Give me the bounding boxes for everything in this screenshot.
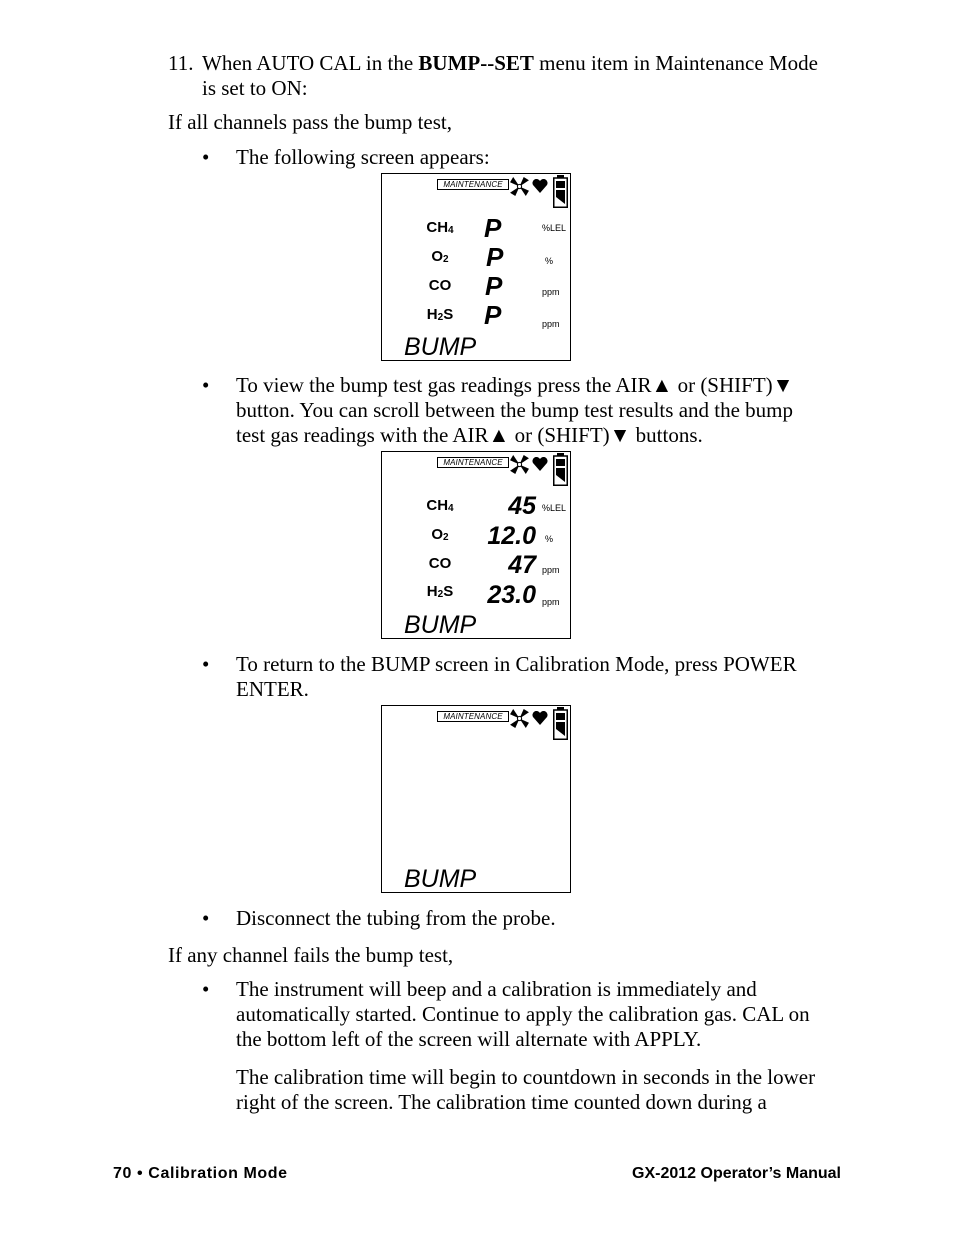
bump-label: BUMP xyxy=(404,333,477,361)
bullet: • xyxy=(202,145,210,169)
gas-label-ch4: $CH_4$ xyxy=(426,497,454,514)
bullet: • xyxy=(202,373,210,397)
step-11-line-1 xyxy=(202,51,818,76)
bullet-5-line-1: The instrument will beep and a calibration is immediately and xyxy=(236,977,757,1001)
bullet: • xyxy=(202,906,210,930)
display-screen-bump xyxy=(381,705,571,893)
unit-label: ppm xyxy=(542,597,560,607)
step-11-text: When AUTO CAL in the xyxy=(202,51,419,75)
bullet: • xyxy=(202,652,210,676)
heart-icon xyxy=(532,457,548,471)
heart-icon xyxy=(532,179,548,193)
ch4-reading: 45 xyxy=(508,492,536,520)
o2-reading: 12.0 xyxy=(487,522,536,550)
battery-icon xyxy=(553,707,568,740)
h2s-result: P xyxy=(484,300,502,330)
bullet: • xyxy=(202,977,210,1001)
unit-label: %LEL xyxy=(542,503,567,513)
bump-label: BUMP xyxy=(404,611,477,639)
ch4-result: P xyxy=(484,213,502,243)
bump-set-menu-item: BUMP--SET xyxy=(418,51,534,75)
bullet-2-line-1: To view the bump test gas readings press the AIR▲ or (SHIFT)▼ xyxy=(236,373,794,397)
unit-label: ppm xyxy=(542,287,560,297)
battery-icon xyxy=(553,453,568,486)
battery-icon xyxy=(553,175,568,208)
bullet-3-line-2: ENTER. xyxy=(236,677,309,701)
fan-icon xyxy=(509,176,530,197)
pass-intro: If all channels pass the bump test, xyxy=(168,110,453,134)
bump-label: BUMP xyxy=(404,865,477,893)
gas-label-h2s: $H_2S$ xyxy=(426,583,454,600)
bullet-1-text: The following screen appears: xyxy=(236,145,490,169)
fan-icon xyxy=(509,708,530,729)
o2-result: P xyxy=(486,242,504,272)
bullet-5-line-2: automatically started. Continue to apply the calibration gas. CAL on xyxy=(236,1002,810,1026)
gas-label-co: CO xyxy=(428,277,452,294)
paragraph-line-1: The calibration time will begin to countdown in seconds in the lower xyxy=(236,1065,816,1089)
maintenance-indicator: MAINTENANCE xyxy=(437,457,509,468)
step-11-line-2: is set to ON: xyxy=(202,76,308,100)
unit-label: % xyxy=(545,256,554,266)
co-reading: 47 xyxy=(508,551,536,579)
maintenance-indicator: MAINTENANCE xyxy=(437,711,509,722)
bullet-3-line-1: To return to the BUMP screen in Calibration Mode, press POWER xyxy=(236,652,797,676)
paragraph-line-2: right of the screen. The calibration time counted down during a xyxy=(236,1090,767,1114)
bullet-2-line-3: test gas readings with the AIR▲ or (SHIFT)▼ buttons. xyxy=(236,423,703,447)
co-result: P xyxy=(485,271,503,301)
gas-label-co: CO xyxy=(428,555,452,572)
fan-icon xyxy=(509,454,530,475)
heart-icon xyxy=(532,711,548,725)
step-11-text: menu item in Maintenance Mode xyxy=(533,51,818,75)
unit-label: %LEL xyxy=(542,223,567,233)
fail-intro: If any channel fails the bump test, xyxy=(168,943,454,967)
h2s-reading: 23.0 xyxy=(487,581,536,609)
step-number: 11. xyxy=(168,51,194,75)
bullet-2-line-2: button. You can scroll between the bump test results and the bump xyxy=(236,398,794,422)
bullet-5-line-3: the bottom left of the screen will alternate with APPLY. xyxy=(236,1027,702,1051)
maintenance-indicator: MAINTENANCE xyxy=(437,179,509,190)
gas-label-o2: $O_2$ xyxy=(431,248,449,265)
display-screen-pass xyxy=(381,173,571,361)
gas-label-ch4: $CH_4$ xyxy=(426,219,454,236)
unit-label: ppm xyxy=(542,565,560,575)
footer-page-section: 70 • Calibration Mode xyxy=(113,1165,288,1182)
gas-label-h2s: $H_2S$ xyxy=(426,306,454,323)
unit-label: % xyxy=(545,534,554,544)
gas-label-o2: $O_2$ xyxy=(431,526,449,543)
unit-label: ppm xyxy=(542,319,560,329)
footer-manual-title: GX-2012 Operator’s Manual xyxy=(632,1165,841,1182)
display-screen-readings xyxy=(381,451,571,639)
bullet-4-text: Disconnect the tubing from the probe. xyxy=(236,906,556,930)
